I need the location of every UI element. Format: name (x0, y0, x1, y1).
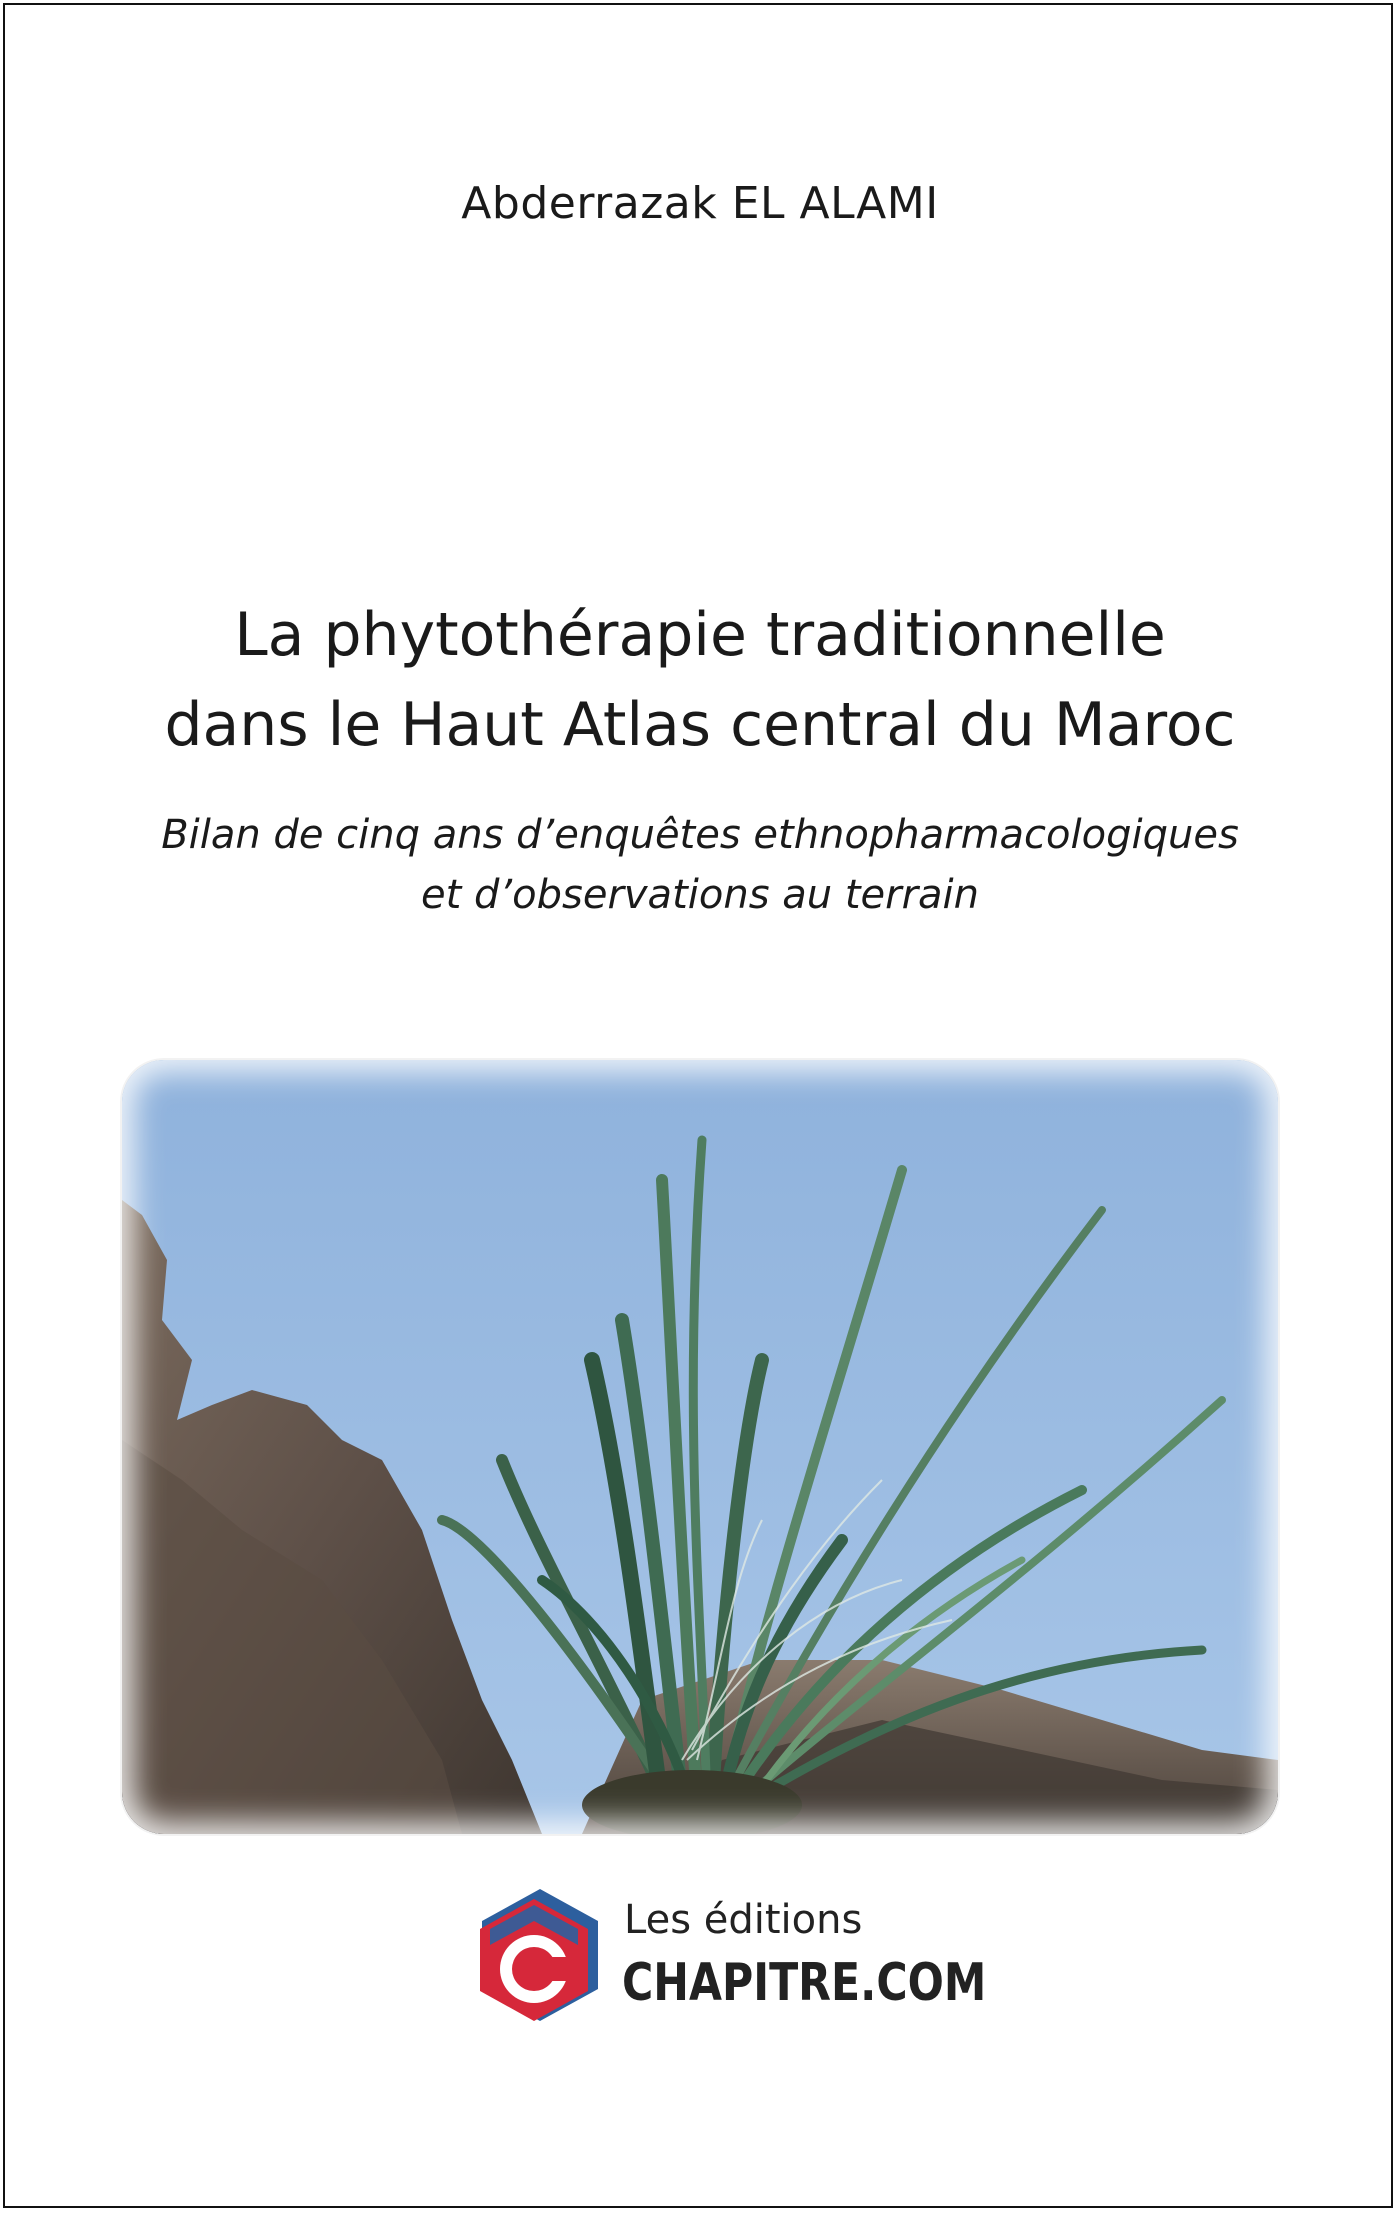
cover-photo (122, 1060, 1278, 1834)
plant-photo-icon (122, 1060, 1278, 1834)
subtitle-line-2: et d’observations au terrain (421, 872, 979, 918)
publisher-line-2: CHAPITRE.COM (622, 1953, 987, 2013)
subtitle-line-1: Bilan de cinq ans d’enquêtes ethnopharmacologiques (161, 812, 1239, 858)
title-line-1: La phytothérapie traditionnelle (234, 600, 1166, 670)
book-title (0, 590, 1400, 770)
author-name: Abderrazak EL ALAMI (461, 178, 939, 229)
publisher-logo (470, 1885, 987, 2025)
publisher-line-1: Les éditions (624, 1897, 863, 1943)
title-line-2: dans le Haut Atlas central du Maroc (164, 690, 1236, 760)
book-subtitle (0, 805, 1400, 925)
chapitre-logo-icon (470, 1885, 610, 2025)
